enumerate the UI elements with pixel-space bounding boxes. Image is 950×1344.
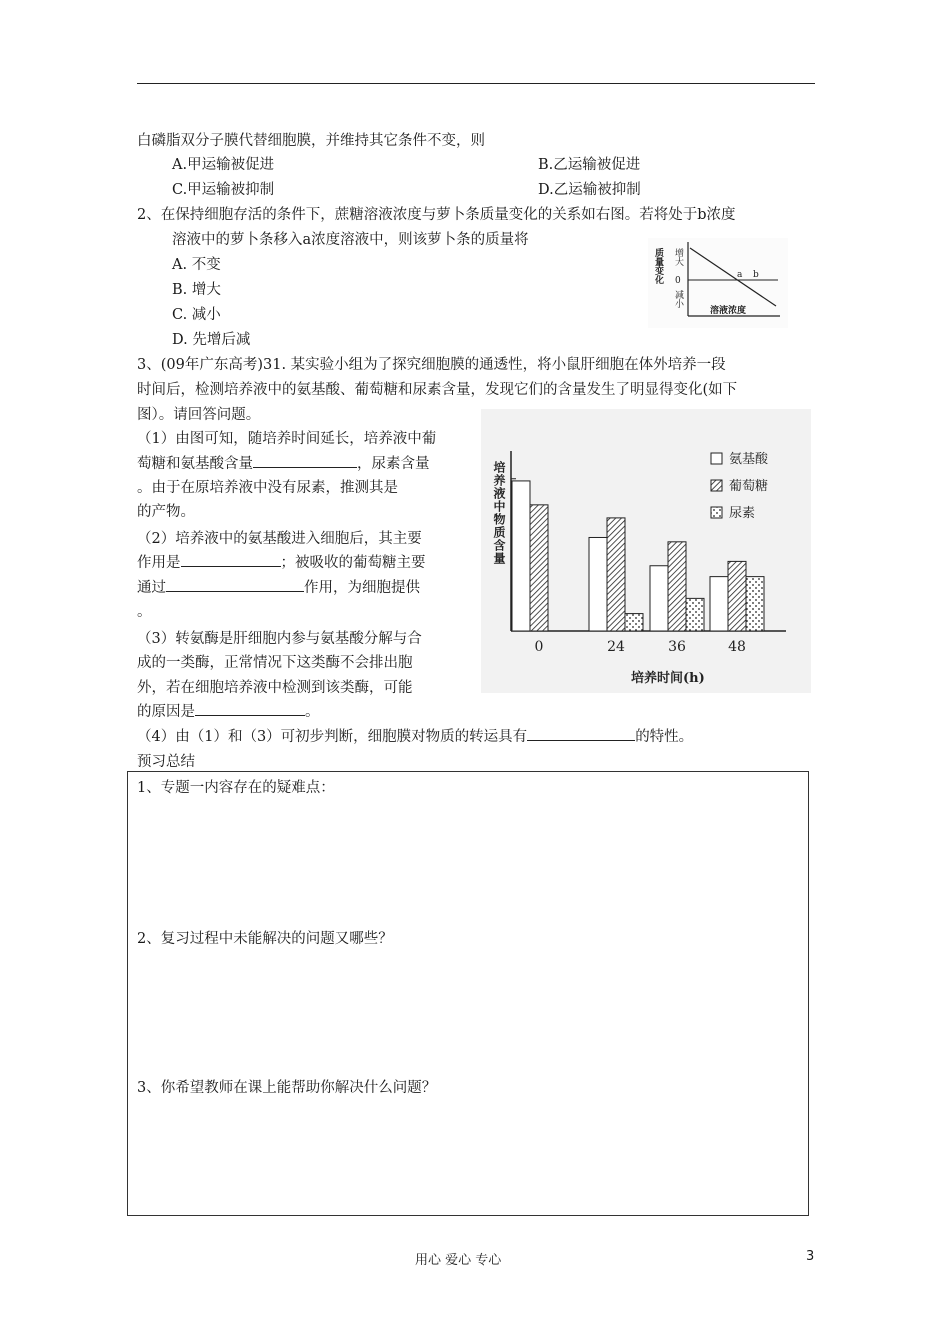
q3-stem-line3: 图）。请回答问题。 — [137, 407, 261, 423]
x-tick-label: 24 — [607, 639, 625, 655]
answer-blank-4[interactable] — [195, 701, 305, 716]
x-tick-label: 36 — [668, 639, 686, 655]
q1-stem-continuation: 白磷脂双分子膜代替细胞膜，并维持其它条件不变，则 — [137, 133, 485, 149]
summary-item-1: 1、专题一内容存在的疑难点： — [137, 780, 335, 796]
bar-尿素-24 — [625, 614, 643, 631]
q2-point-b: b — [753, 270, 759, 280]
q3-part1-line3: 。由于在原培养液中没有尿素，推测其是 — [137, 480, 398, 496]
q2-y-top: 增大 — [673, 248, 683, 266]
chart-ylabel: 培养液中物质含量 — [492, 461, 506, 565]
bar-葡萄糖-36 — [668, 542, 686, 631]
answer-blank-3[interactable] — [166, 577, 304, 592]
bar-氨基酸-48 — [710, 577, 728, 631]
q3-part3-line1: （3）转氨酶是肝细胞内参与氨基酸分解与合 — [137, 631, 422, 647]
q3-part1-line4: 的产物。 — [137, 504, 195, 520]
q3-stem-line1: 3、(09年广东高考)31. 某实验小组为了探究细胞膜的通透性，将小鼠肝细胞在体外培养一段 — [137, 357, 726, 373]
x-tick-label: 0 — [534, 639, 544, 655]
q3-stem-line2: 时间后，检测培养液中的氨基酸、葡萄糖和尿素含量，发现它们的含量发生了明显得变化(如下 — [137, 382, 738, 398]
summary-box — [127, 771, 809, 1216]
header-rule — [137, 83, 815, 84]
q3-part4-line: （4）由（1）和（3）可初步判断，细胞膜对物质的转运具有 的特性。 — [137, 725, 693, 746]
summary-heading: 预习总结 — [137, 754, 195, 770]
answer-blank-1[interactable] — [253, 453, 357, 468]
summary-item-3: 3、你希望教师在课上能帮助你解决什么问题？ — [137, 1080, 437, 1096]
bar-尿素-36 — [686, 598, 704, 631]
q3-part3-line3: 外，若在细胞培养液中检测到该类酶，可能 — [137, 680, 413, 696]
q2-xlabel: 溶液浓度 — [710, 306, 747, 316]
x-tick-label: 48 — [728, 639, 746, 655]
bar-葡萄糖-48 — [728, 561, 746, 631]
q2-ylabel: 质量变化 — [653, 248, 663, 284]
q3-part1-line2: 萄糖和氨基酸含量 ，尿素含量 — [137, 452, 430, 473]
legend-label: 氨基酸 — [729, 452, 769, 467]
q2-mass-change-figure — [648, 238, 788, 328]
q2-stem-line2: 溶液中的萝卜条移入a浓度溶液中，则该萝卜条的质量将 — [172, 232, 529, 248]
summary-item-2: 2、复习过程中未能解决的问题又哪些？ — [137, 931, 393, 947]
q3-part2-line2: 作用是 ；被吸收的葡萄糖主要 — [137, 551, 426, 572]
legend-swatch — [711, 507, 722, 518]
q1-option-b: B.乙运输被促进 — [538, 157, 641, 173]
q3-part1-line1: （1）由图可知，随培养时间延长，培养液中葡 — [137, 431, 437, 447]
legend-label: 葡萄糖 — [729, 479, 769, 494]
bar-氨基酸-24 — [589, 537, 607, 631]
answer-blank-2[interactable] — [181, 552, 281, 567]
bar-尿素-48 — [746, 577, 764, 631]
legend-label: 尿素 — [729, 506, 756, 521]
legend-swatch — [711, 480, 722, 491]
answer-blank-5[interactable] — [527, 726, 635, 741]
bar-氨基酸-0 — [512, 481, 530, 631]
q2-y-bottom: 减小 — [673, 290, 683, 308]
q2-option-a: A. 不变 — [172, 257, 221, 273]
legend-swatch — [711, 453, 722, 464]
q3-part2-line4: 。 — [137, 604, 152, 620]
q1-option-a: A.甲运输被促进 — [172, 157, 275, 173]
q2-option-c: C. 减小 — [172, 307, 221, 323]
bar-葡萄糖-0 — [530, 505, 548, 631]
q3-part2-line3: 通过 作用，为细胞提供 — [137, 576, 420, 597]
q2-option-d: D. 先增后减 — [172, 332, 251, 348]
q1-option-d: D.乙运输被抑制 — [538, 182, 641, 198]
q2-y-zero: 0 — [675, 276, 681, 286]
bar-葡萄糖-24 — [607, 518, 625, 631]
culture-content-bar-chart — [481, 409, 811, 693]
q2-point-a: a — [737, 270, 743, 280]
q3-part3-line4: 的原因是 。 — [137, 700, 320, 721]
q3-part3-line2: 成的一类酶，正常情况下这类酶不会排出胞 — [137, 655, 413, 671]
page-number: 3 — [806, 1249, 815, 1264]
chart-xlabel: 培养时间(h) — [631, 671, 705, 686]
footer-motto: 用心 爱心 专心 — [415, 1253, 502, 1268]
q2-option-b: B. 增大 — [172, 282, 221, 298]
q3-part2-line1: （2）培养液中的氨基酸进入细胞后，其主要 — [137, 531, 422, 547]
bar-氨基酸-36 — [650, 566, 668, 631]
q2-stem-line1: 2、在保持细胞存活的条件下，蔗糖溶液浓度与萝卜条质量变化的关系如右图。若将处于b浓度 — [137, 207, 736, 223]
q1-option-c: C.甲运输被抑制 — [172, 182, 275, 198]
